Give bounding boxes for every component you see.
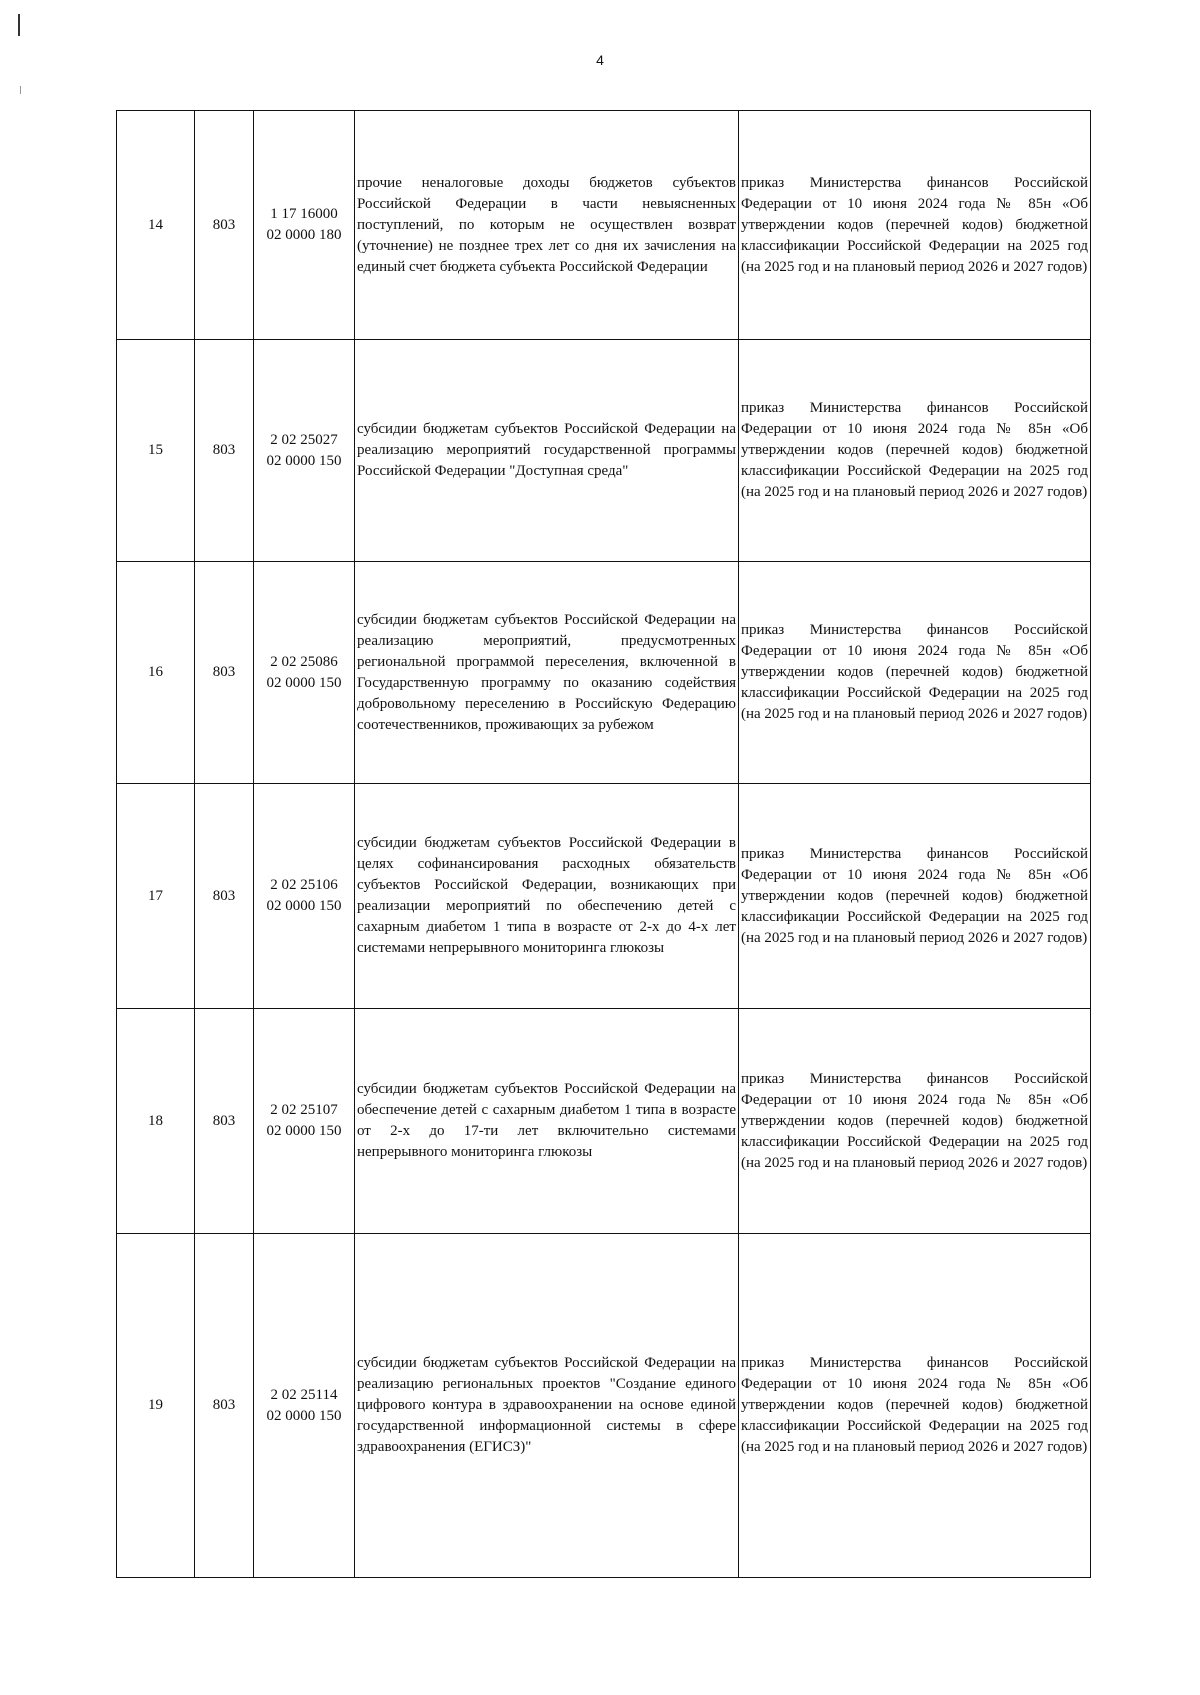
budget-classification-code: 2 02 25027 02 0000 150 [254, 340, 355, 562]
row-number: 15 [117, 340, 195, 562]
legal-basis: приказ Министерства финансов Российской Федерации от 10 июня 2024 года № 85н «Об утверждении кодов (перечней кодов) бюджетной классификации Российской Федерации на 2025 год (на 2025 год и на плановый период 2026 и 2027 годов) [739, 562, 1091, 784]
admin-code: 803 [195, 340, 254, 562]
legal-basis: приказ Министерства финансов Российской Федерации от 10 июня 2024 года № 85н «Об утверждении кодов (перечней кодов) бюджетной классификации Российской Федерации на 2025 год (на 2025 год и на плановый период 2026 и 2027 годов) [739, 1234, 1091, 1578]
legal-basis: приказ Министерства финансов Российской Федерации от 10 июня 2024 года № 85н «Об утверждении кодов (перечней кодов) бюджетной классификации Российской Федерации на 2025 год (на 2025 год и на плановый период 2026 и 2027 годов) [739, 340, 1091, 562]
row-number: 14 [117, 111, 195, 340]
budget-classification-code: 2 02 25107 02 0000 150 [254, 1009, 355, 1234]
admin-code: 803 [195, 1234, 254, 1578]
row-number: 18 [117, 1009, 195, 1234]
budget-classification-code: 2 02 25114 02 0000 150 [254, 1234, 355, 1578]
income-description: прочие неналоговые доходы бюджетов субъектов Российской Федерации в части невыясненных поступлений, по которым не осуществлен возврат (уточнение) не позднее трех лет со дня их зачисления на единый счет бюджета субъекта Российской Федерации [355, 111, 739, 340]
row-number: 16 [117, 562, 195, 784]
table-row [117, 1009, 1091, 1234]
income-description: субсидии бюджетам субъектов Российской Федерации на обеспечение детей с сахарным диабетом 1 типа в возрасте от 2-х до 17-ти лет включительно системами непрерывного мониторинга глюкозы [355, 1009, 739, 1234]
admin-code: 803 [195, 1009, 254, 1234]
table-row [117, 1234, 1091, 1578]
admin-code: 803 [195, 562, 254, 784]
budget-codes-table [116, 110, 1091, 1578]
income-description: субсидии бюджетам субъектов Российской Федерации на реализацию региональных проектов "Создание единого цифрового контура в здравоохранении на основе единой государственной информационной системы в сфере здравоохранения (ЕГИСЗ)" [355, 1234, 739, 1578]
budget-classification-code: 2 02 25106 02 0000 150 [254, 784, 355, 1009]
row-number: 17 [117, 784, 195, 1009]
budget-classification-code: 1 17 16000 02 0000 180 [254, 111, 355, 340]
table-row [117, 340, 1091, 562]
income-description: субсидии бюджетам субъектов Российской Федерации в целях софинансирования расходных обязательств субъектов Российской Федерации, возникающих при реализации мероприятий по обеспечению детей с сахарным диабетом 1 типа в возрасте от 2-х до 4-х лет системами непрерывного мониторинга глюкозы [355, 784, 739, 1009]
legal-basis: приказ Министерства финансов Российской Федерации от 10 июня 2024 года № 85н «Об утверждении кодов (перечней кодов) бюджетной классификации Российской Федерации на 2025 год (на 2025 год и на плановый период 2026 и 2027 годов) [739, 784, 1091, 1009]
table-row [117, 562, 1091, 784]
legal-basis: приказ Министерства финансов Российской Федерации от 10 июня 2024 года № 85н «Об утверждении кодов (перечней кодов) бюджетной классификации Российской Федерации на 2025 год (на 2025 год и на плановый период 2026 и 2027 годов) [739, 111, 1091, 340]
scan-mark [18, 14, 20, 36]
income-description: субсидии бюджетам субъектов Российской Федерации на реализацию мероприятий государственной программы Российской Федерации "Доступная среда" [355, 340, 739, 562]
legal-basis: приказ Министерства финансов Российской Федерации от 10 июня 2024 года № 85н «Об утверждении кодов (перечней кодов) бюджетной классификации Российской Федерации на 2025 год (на 2025 год и на плановый период 2026 и 2027 годов) [739, 1009, 1091, 1234]
page-number: 4 [596, 52, 604, 68]
admin-code: 803 [195, 111, 254, 340]
income-description: субсидии бюджетам субъектов Российской Федерации на реализацию мероприятий, предусмотренных региональной программой переселения, включенной в Государственную программу по оказанию содействия добровольному переселению в Российскую Федерацию соотечественников, проживающих за рубежом [355, 562, 739, 784]
table-row [117, 784, 1091, 1009]
admin-code: 803 [195, 784, 254, 1009]
table-row [117, 111, 1091, 340]
scan-mark [20, 86, 21, 94]
budget-classification-code: 2 02 25086 02 0000 150 [254, 562, 355, 784]
row-number: 19 [117, 1234, 195, 1578]
